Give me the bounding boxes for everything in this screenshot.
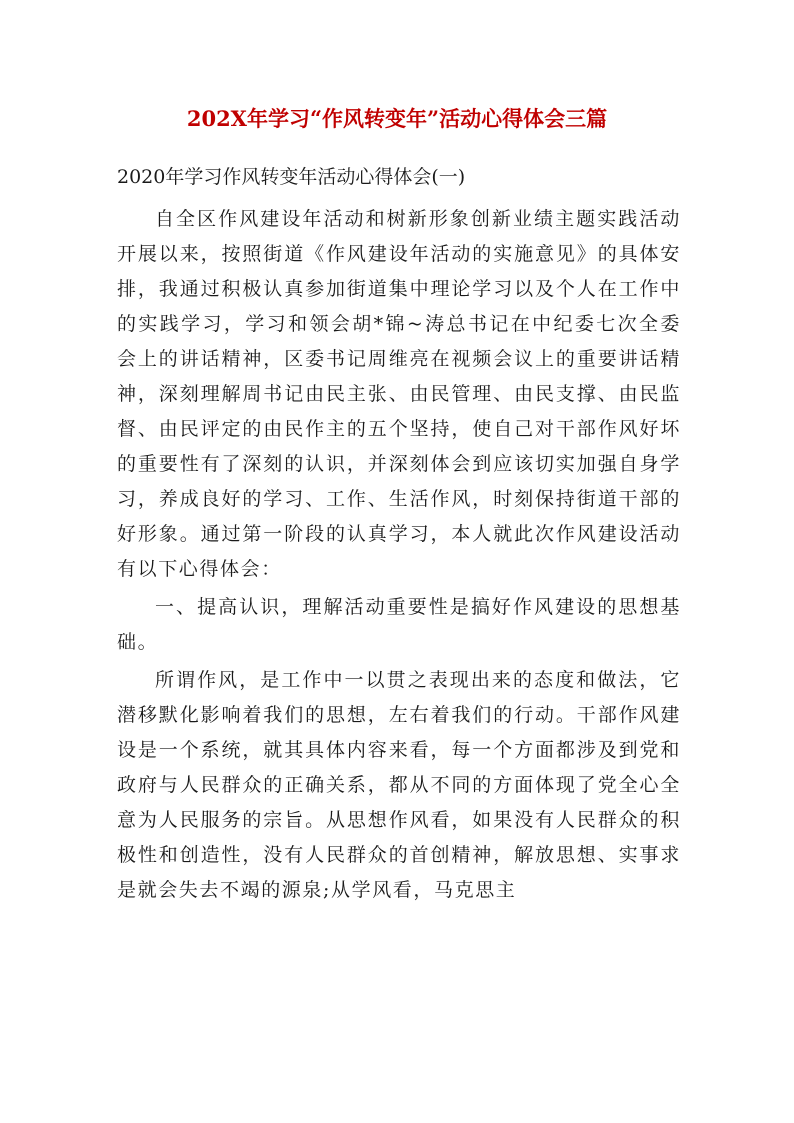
paragraph: 所谓作风，是工作中一以贯之表现出来的态度和做法，它潜移默化影响着我们的思想，左右着我们的行动。干部作风建设是一个系统，就其具体内容来看，每一个方面都涉及到党和政府与人民群众的正确关系，都从不同的方面体现了党全心全意为人民服务的宗旨。从思想作风看，如果没有人民群众的积极性和创造性，没有人民群众的首创精神，解放思想、实事求是就会失去不竭的源泉;从学风看，马克思主 bbox=[117, 669, 681, 901]
document-body bbox=[117, 202, 681, 911]
paragraph: 一、提高认识，理解活动重要性是搞好作风建设的思想基础。 bbox=[117, 596, 681, 653]
paragraph: 自全区作风建设年活动和树新形象创新业绩主题实践活动开展以来，按照街道《作风建设年活动的实施意见》的具体安排，我通过积极认真参加街道集中理论学习以及个人在工作中的实践学习，学习和领会胡*锦~涛总书记在中纪委七次全委会上的讲话精神，区委书记周维亮在视频会议上的重要讲话精神，深刻理解周书记由民主张、由民管理、由民支撑、由民监督、由民评定的由民作主的五个坚持，使自己对干部作风好坏的重要性有了深刻的认识，并深刻体会到应该切实加强自身学习，养成良好的学习、工作、生活作风，时刻保持街道干部的好形象。通过第一阶段的认真学习，本人就此次作风建设活动有以下心得体会： bbox=[117, 208, 681, 580]
section-subtitle: 2020年学习作风转变年活动心得体会(一) bbox=[117, 166, 466, 188]
document-title: 202X年学习“作风转变年”活动心得体会三篇 bbox=[186, 106, 608, 131]
